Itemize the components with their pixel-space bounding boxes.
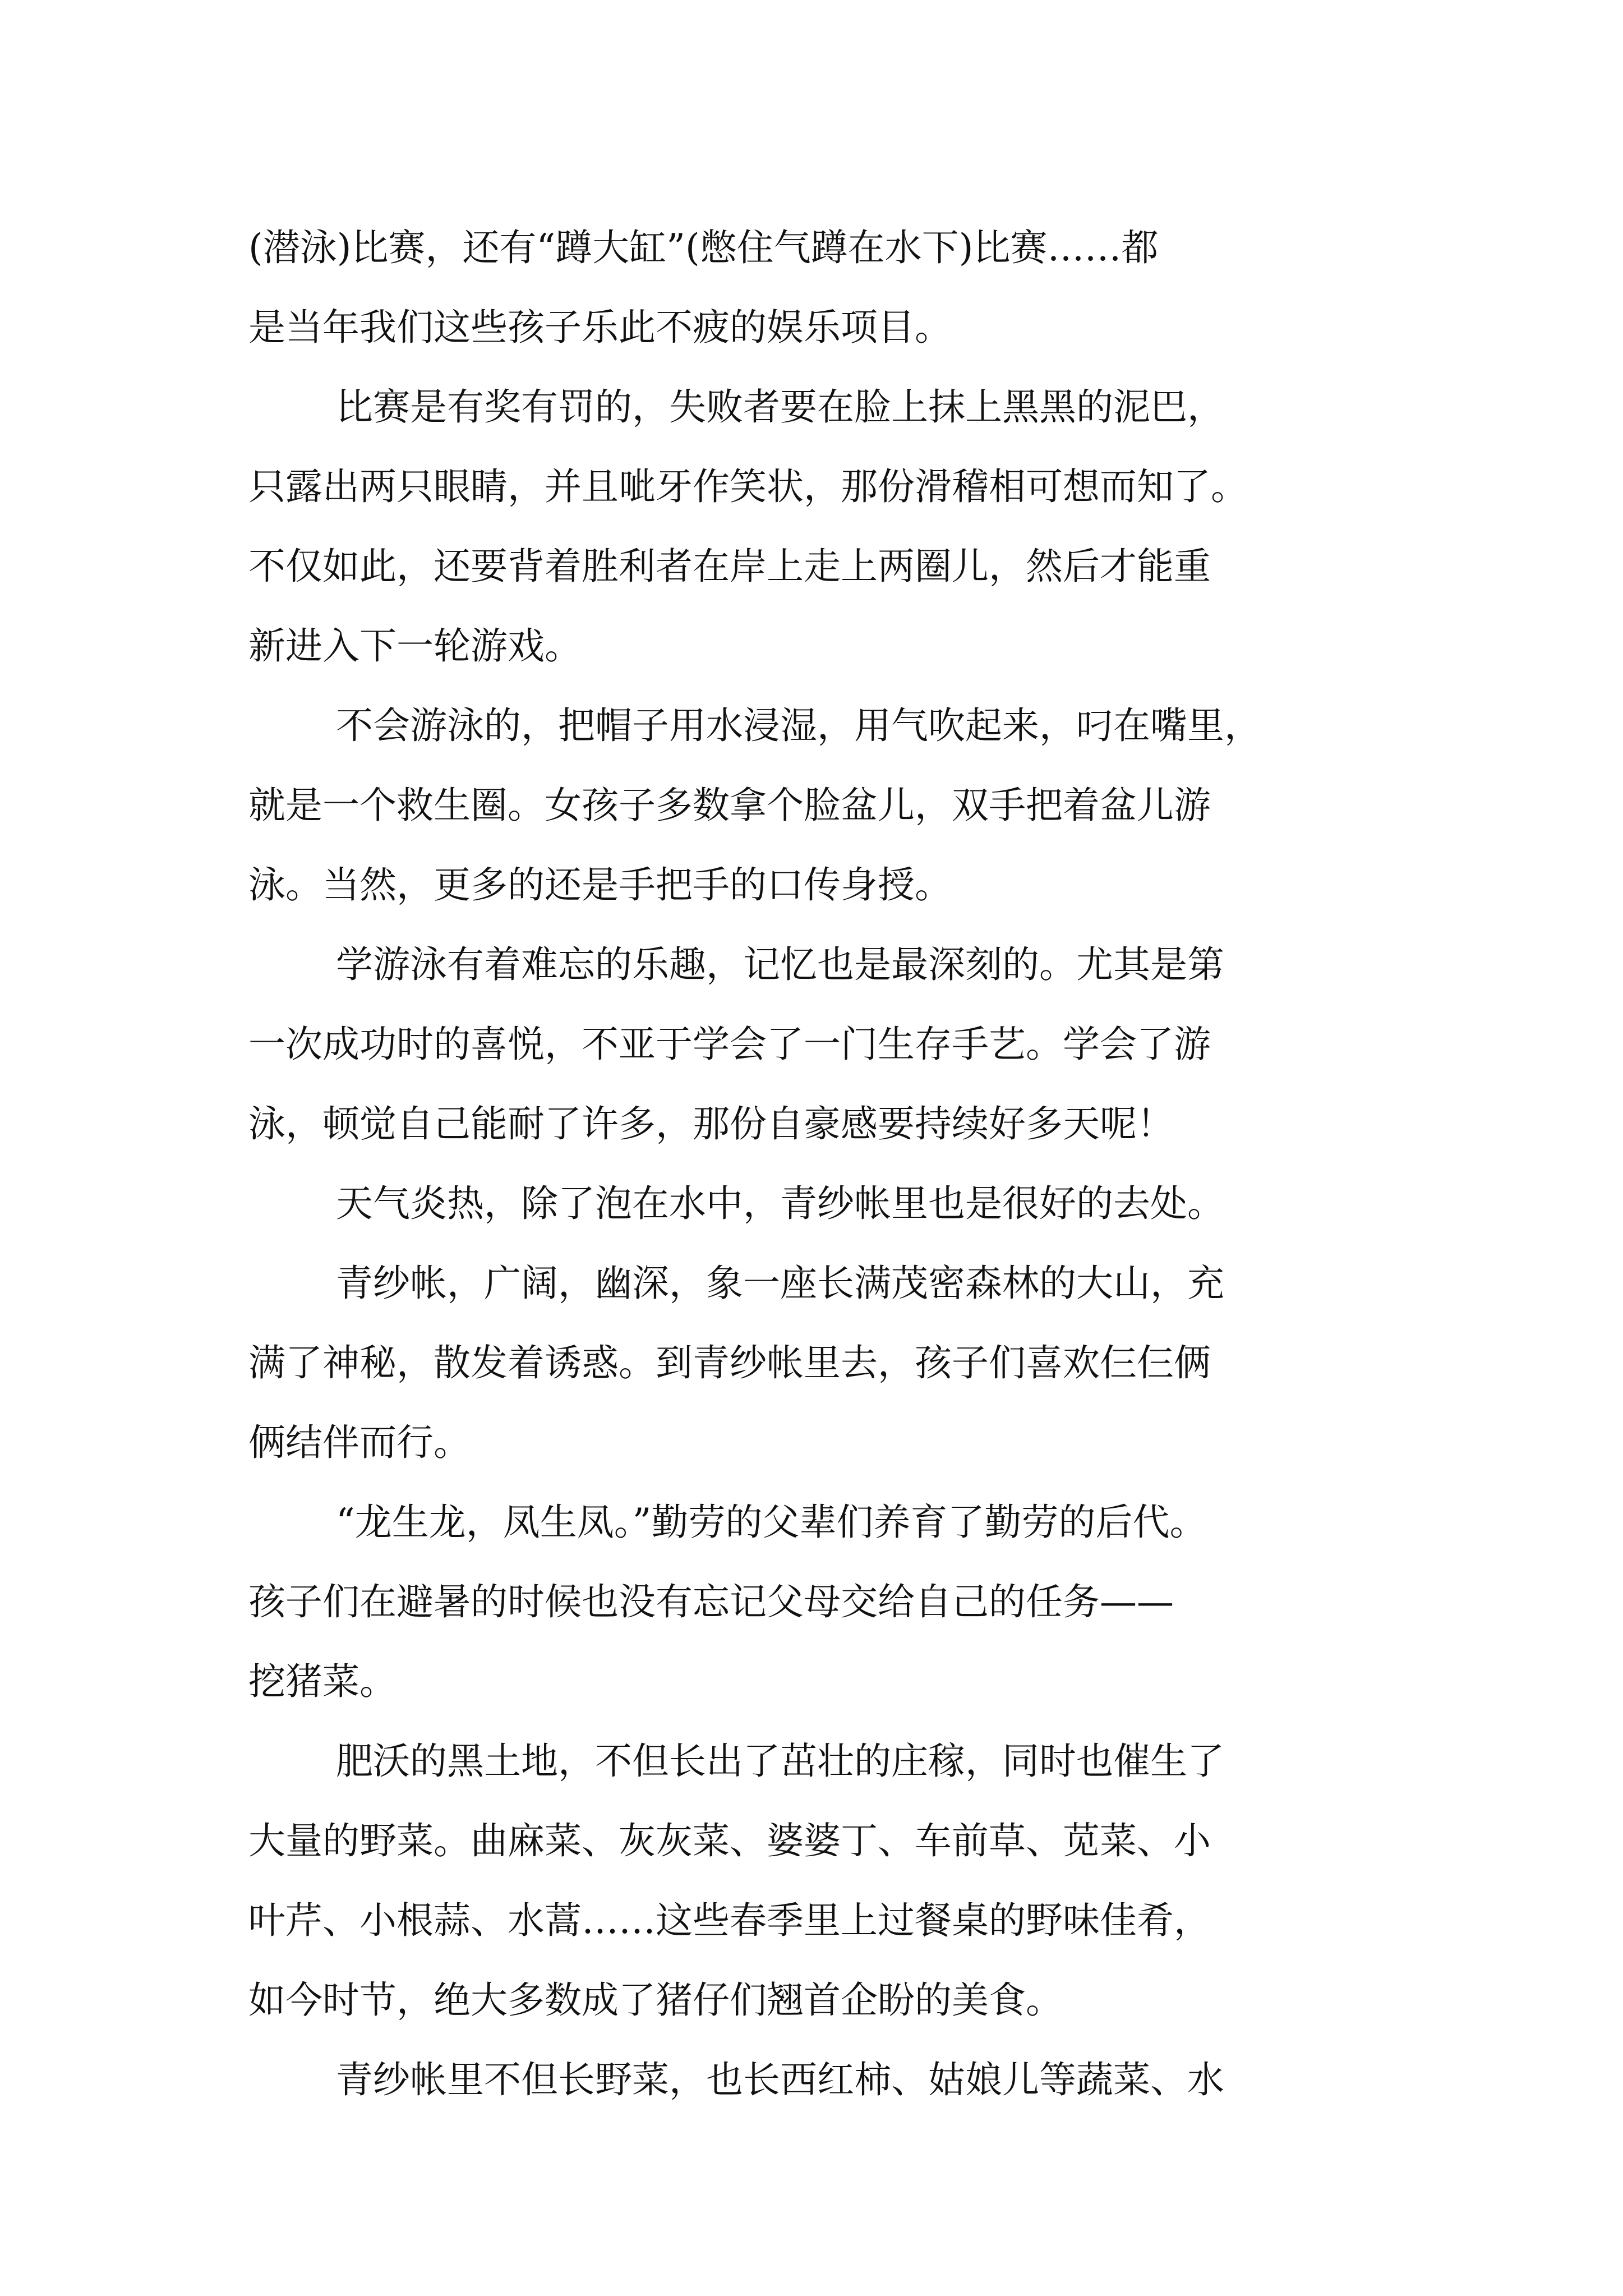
text-line-6: 新进入下一轮游戏。 [248,624,582,668]
text-line-11: 一次成功时的喜悦，不亚于学会了一门生存手艺。学会了游 [248,1023,1211,1066]
text-line-8: 就是一个救生圈。女孩子多数拿个脸盆儿，双手把着盆儿游 [248,784,1211,827]
text-line-19: 挖猪菜。 [248,1660,396,1703]
text-line-14: 青纱帐，广阔，幽深，象一座长满茂密森林的大山，充 [336,1262,1224,1305]
text-line-1: (潜泳)比赛，还有“蹲大缸”(憋住气蹲在水下)比赛……都 [248,226,1159,269]
text-line-7: 不会游泳的，把帽子用水浸湿，用气吹起来，叼在嘴里， [336,704,1261,747]
text-line-2: 是当年我们这些孩子乐此不疲的娱乐项目。 [248,306,952,349]
text-line-3: 比赛是有奖有罚的，失败者要在脸上抹上黑黑的泥巴， [336,385,1224,429]
text-line-23: 如今时节，绝大多数成了猪仔们翘首企盼的美食。 [248,1978,1063,2022]
text-line-16: 俩结伴而行。 [248,1421,471,1464]
text-line-15: 满了神秘，散发着诱惑。到青纱帐里去，孩子们喜欢仨仨俩 [248,1341,1211,1384]
text-line-18: 孩子们在避暑的时候也没有忘记父母交给自己的任务—— [248,1580,1174,1623]
text-line-13: 天气炎热，除了泡在水中，青纱帐里也是很好的去处。 [336,1182,1224,1225]
text-line-22: 叶芹、小根蒜、水蒿……这些春季里上过餐桌的野味佳肴， [248,1899,1211,1942]
text-line-24: 青纱帐里不但长野菜，也长西红柿、姑娘儿等蔬菜、水 [336,2058,1224,2101]
text-line-21: 大量的野菜。曲麻菜、灰灰菜、婆婆丁、车前草、苋菜、小 [248,1819,1211,1862]
text-line-20: 肥沃的黑土地，不但长出了茁壮的庄稼，同时也催生了 [336,1740,1224,1783]
text-line-5: 不仅如此，还要背着胜利者在岸上走上两圈儿，然后才能重 [248,545,1211,588]
text-line-17: “龙生龙，凤生凤。”勤劳的父辈们养育了勤劳的后代。 [336,1501,1207,1544]
text-line-12: 泳，顿觉自己能耐了许多，那份自豪感要持续好多天呢！ [248,1102,1174,1145]
text-line-10: 学游泳有着难忘的乐趣，记忆也是最深刻的。尤其是第 [336,943,1224,986]
text-line-9: 泳。当然，更多的还是手把手的口传身授。 [248,863,952,907]
text-line-4: 只露出两只眼睛，并且呲牙作笑状，那份滑稽相可想而知了。 [248,465,1248,508]
